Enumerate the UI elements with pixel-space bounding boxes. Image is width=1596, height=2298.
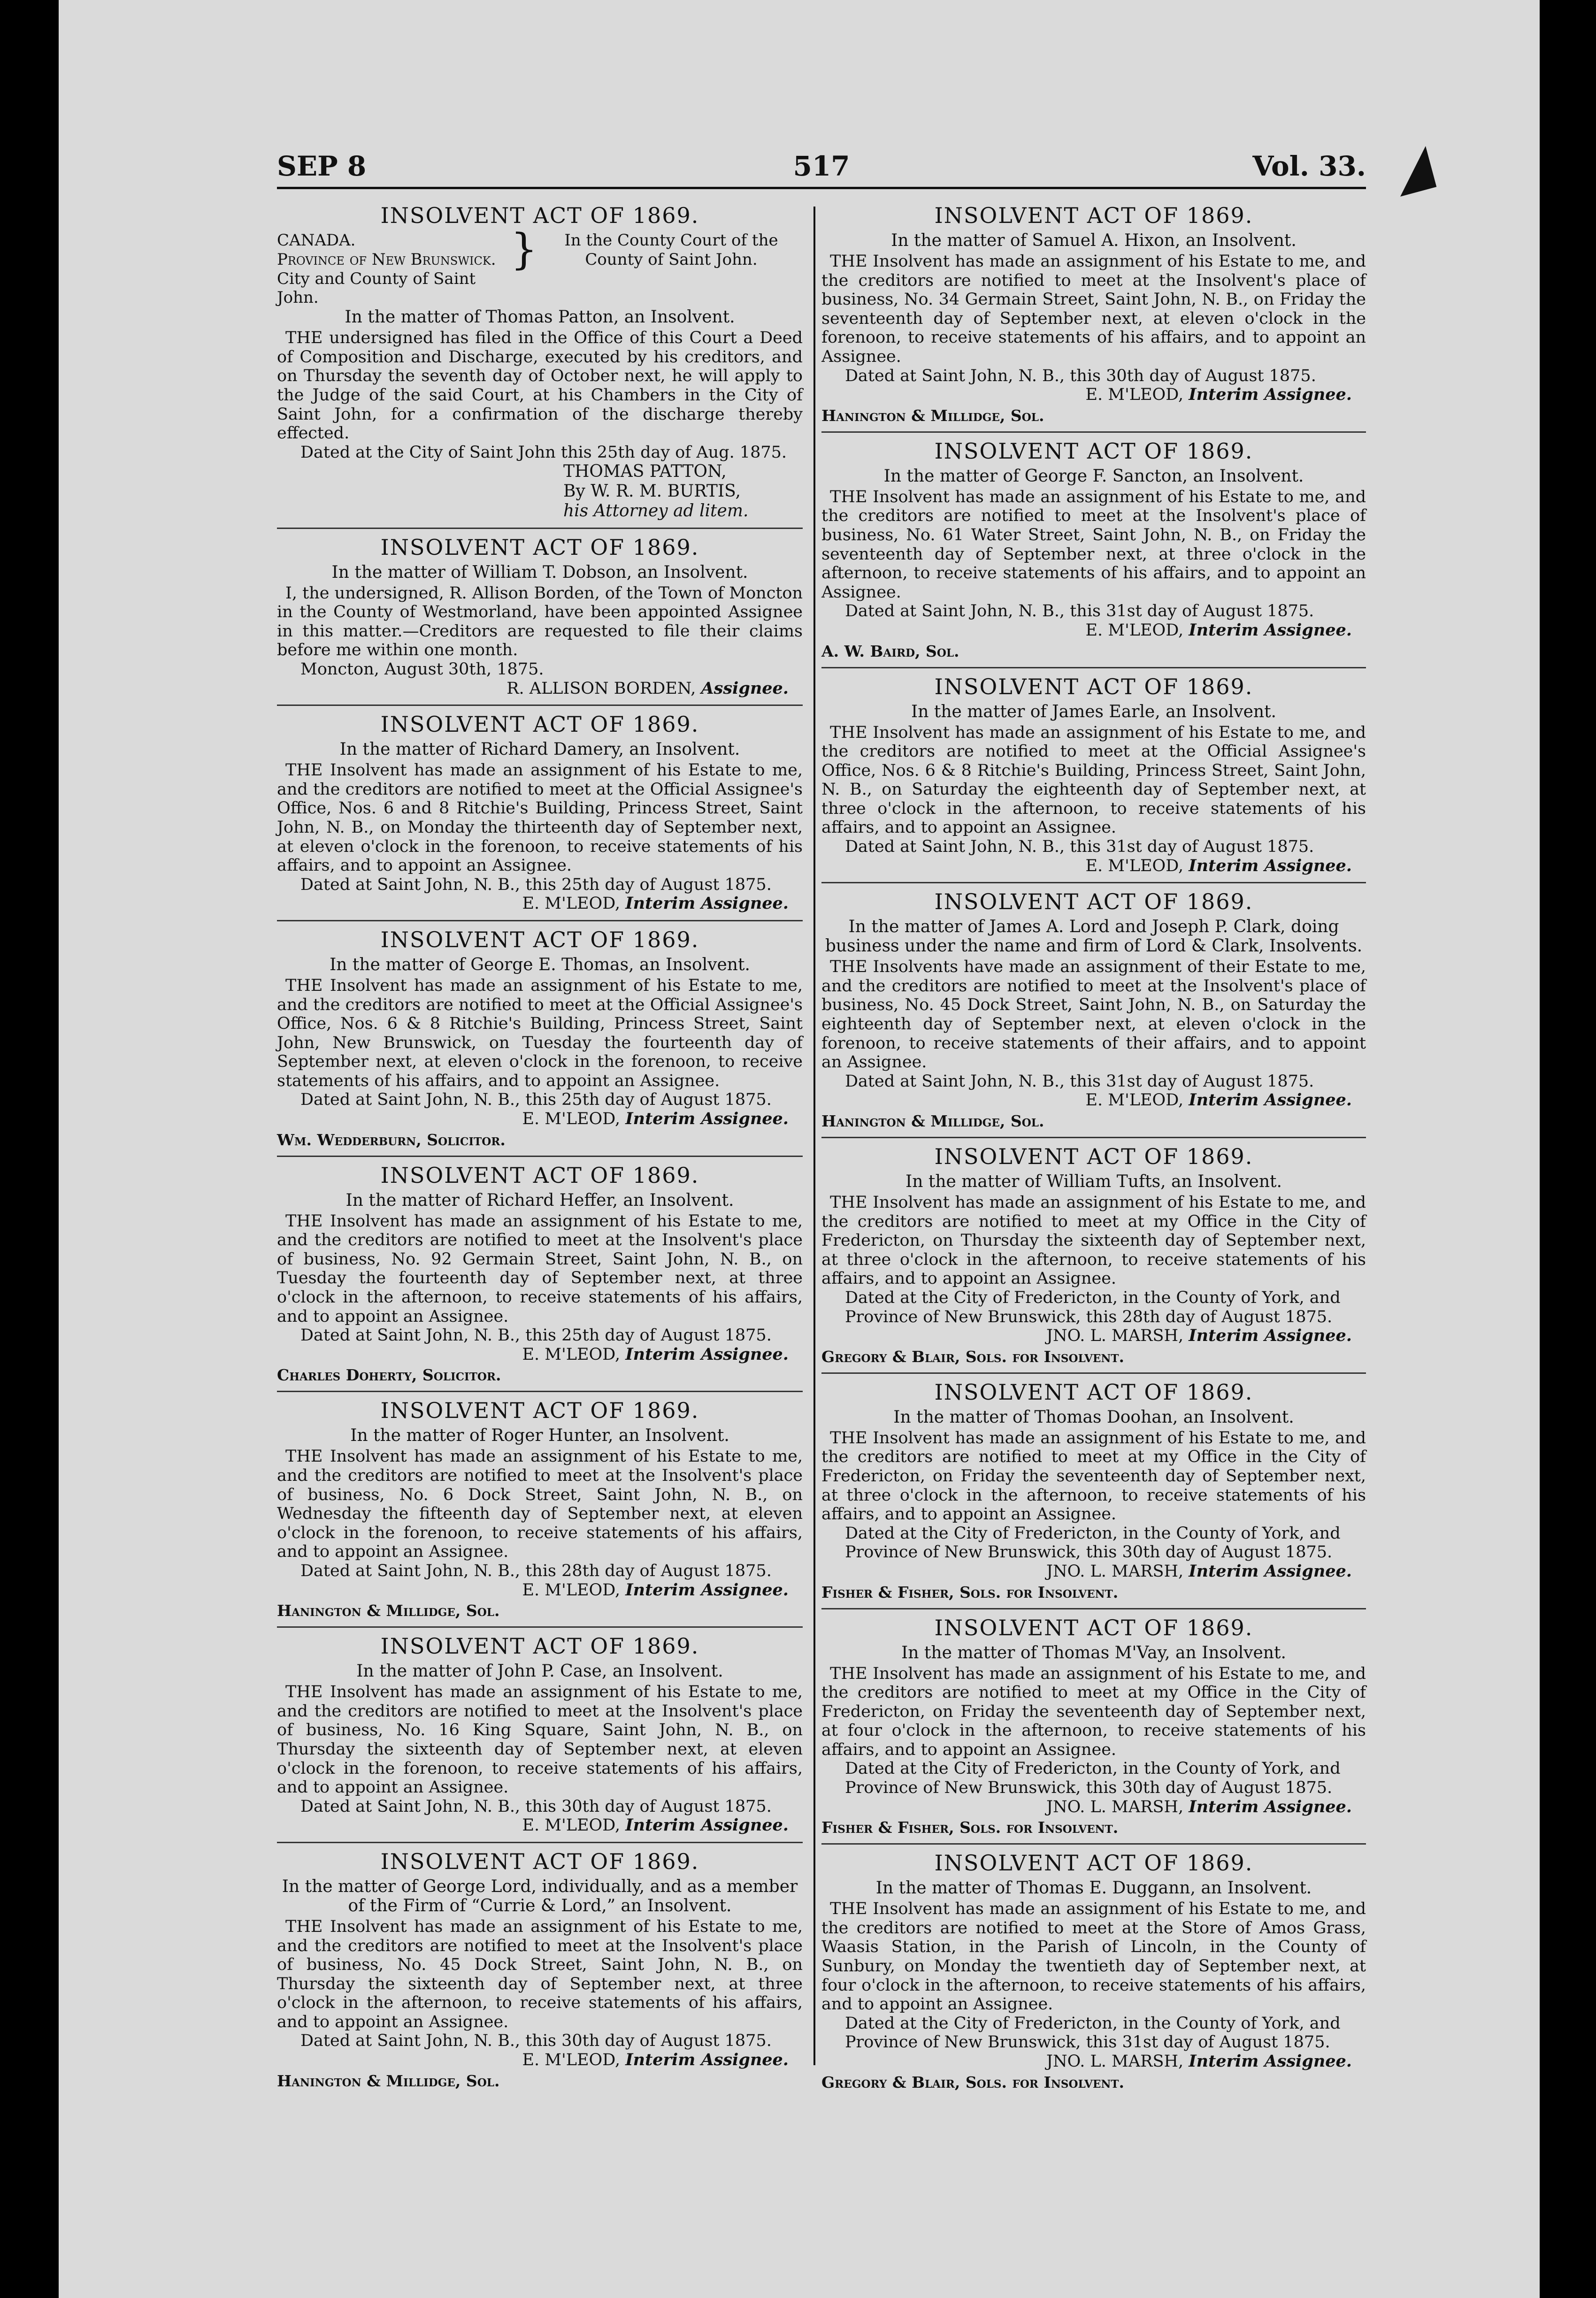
notice-signature bbox=[821, 385, 1366, 405]
notice-title: INSOLVENT ACT OF 1869. bbox=[380, 1848, 699, 1874]
notice-dated: Dated at Saint John, N. B., this 31st day of August 1875. bbox=[845, 837, 1314, 857]
caption-line: City and County of Saint John. bbox=[277, 269, 476, 307]
caption-line: Province of New Brunswick. bbox=[277, 250, 496, 269]
notice-title: INSOLVENT ACT OF 1869. bbox=[934, 203, 1253, 228]
notice-signature bbox=[277, 2051, 803, 2070]
notice-solicitor: Hanington & Millidge, Sol. bbox=[821, 1112, 1044, 1130]
signer-role: Interim Assignee. bbox=[625, 1815, 789, 1835]
notice-solicitor: Fisher & Fisher, Sols. for Insolvent. bbox=[821, 1818, 1119, 1837]
notice-title: INSOLVENT ACT OF 1869. bbox=[380, 534, 699, 560]
notice-dated: Dated at Saint John, N. B., this 30th day of August 1875. bbox=[300, 1797, 772, 1816]
signer-role: Interim Assignee. bbox=[1189, 1326, 1352, 1346]
notice-body: THE Insolvent has made an assignment of his Estate to me, and the creditors are notified to meet at the Insolvent's place of business, No. 34 Germain Street, Saint John, N. B., on Friday the seventeenth day of September next, at eleven o'clock in the forenoon, to receive statements of his affairs, and to appoint an Assignee. bbox=[821, 252, 1366, 366]
notice-matter: In the matter of Samuel A. Hixon, an Insolvent. bbox=[891, 231, 1297, 250]
notice-matter: In the matter of Roger Hunter, an Insolvent. bbox=[350, 1426, 729, 1446]
signer-name: E. M'LEOD, bbox=[1085, 620, 1184, 640]
signer-name: E. M'LEOD, bbox=[522, 1345, 621, 1364]
signer-role: Interim Assignee. bbox=[1189, 1090, 1352, 1110]
insolvency-notice bbox=[821, 1374, 1366, 1609]
caption-court bbox=[540, 231, 803, 307]
signer-name: JNO. L. MARSH, bbox=[1046, 1326, 1184, 1346]
signer-name: JNO. L. MARSH, bbox=[1046, 1797, 1184, 1816]
notice-matter: In the matter of James Earle, an Insolvent. bbox=[911, 702, 1276, 721]
insolvency-notice bbox=[821, 197, 1366, 433]
insolvency-notice bbox=[821, 1845, 1366, 2098]
notice-matter: In the matter of William Tufts, an Insolvent. bbox=[905, 1172, 1282, 1191]
notice-body: THE Insolvent has made an assignment of his Estate to me, and the creditors are notified to meet at my Office in the City of Fredericton, on Friday the seventeenth day of September next, at three o'clock in the afternoon, to receive statements of his affairs, and to appoint an Assignee. bbox=[821, 1428, 1366, 1524]
notice-matter: In the matter of James A. Lord and Joseph P. Clark, doing business under the name and firm of Lord & Clark, Insolvents. bbox=[825, 917, 1363, 956]
header-volume: Vol. 33. bbox=[1252, 150, 1366, 182]
notice-dated: Dated at Saint John, N. B., this 25th day of August 1875. bbox=[300, 1326, 772, 1345]
notice-solicitor: Fisher & Fisher, Sols. for Insolvent. bbox=[821, 1583, 1119, 1601]
notice-title: INSOLVENT ACT OF 1869. bbox=[380, 712, 699, 737]
notice-body: THE Insolvent has made an assignment of his Estate to me, and the creditors are notified to meet at the Insolvent's place of business, No. 16 King Square, Saint John, N. B., on Thursday the sixteenth day of September next, at eleven o'clock in the forenoon, to receive statements of his affairs, and to appoint an Assignee. bbox=[277, 1683, 803, 1797]
notice-matter: In the matter of George F. Sancton, an Insolvent. bbox=[883, 466, 1304, 486]
signer-name: JNO. L. MARSH, bbox=[1046, 1562, 1184, 1581]
signature-line: his Attorney ad litem. bbox=[563, 501, 749, 521]
notice-dated: Dated at the City of Fredericton, in the County of York, and Province of New Brunswick, this 28th day of August 1875. bbox=[845, 1288, 1341, 1326]
notice-title: INSOLVENT ACT OF 1869. bbox=[380, 1633, 699, 1659]
notice-dated: Dated at Saint John, N. B., this 30th day of August 1875. bbox=[845, 366, 1316, 385]
insolvency-notice bbox=[821, 433, 1366, 668]
signer-role: Interim Assignee. bbox=[625, 1580, 789, 1600]
insolvency-notice bbox=[821, 1138, 1366, 1374]
signer-role: Interim Assignee. bbox=[1189, 620, 1352, 640]
signer-role: Interim Assignee. bbox=[625, 894, 789, 913]
column-divider bbox=[813, 207, 815, 2065]
signer-name: E. M'LEOD, bbox=[522, 1816, 621, 1835]
notice-body: THE Insolvent has made an assignment of his Estate to me, and the creditors are notified to meet at the Official Assignee's Office, Nos. 6 & 8 Ritchie's Building, Princess Street, Saint John, N. B., on Saturday the eighteenth day of September next, at three o'clock in the afternoon, to receive statements of his affairs, and to appoint an Assignee. bbox=[821, 723, 1366, 837]
insolvency-notice bbox=[277, 706, 803, 921]
insolvency-notice bbox=[821, 1609, 1366, 1845]
notice-solicitor: A. W. Baird, Sol. bbox=[821, 642, 959, 660]
signer-role: Interim Assignee. bbox=[625, 1344, 789, 1364]
insolvency-notice bbox=[277, 1392, 803, 1628]
notice-body: THE Insolvent has made an assignment of his Estate to me, and the creditors are notified to meet at the Insolvent's place of business, No. 6 Dock Street, Saint John, N. B., on Wednesday the fifteenth day of September next, at eleven o'clock in the forenoon, to receive statements of his affairs, and to appoint an Assignee. bbox=[277, 1447, 803, 1562]
right-column bbox=[821, 197, 1366, 2098]
left-column bbox=[277, 197, 803, 2097]
notice-dated: Moncton, August 30th, 1875. bbox=[300, 659, 544, 679]
notice-matter: In the matter of George E. Thomas, an Insolvent. bbox=[330, 955, 750, 974]
notice-matter: In the matter of Thomas Patton, an Insolvent. bbox=[345, 307, 735, 327]
signer-name: R. ALLISON BORDEN, bbox=[506, 679, 696, 698]
caption-brace: } bbox=[510, 225, 538, 274]
notice-body: THE undersigned has filed in the Office of this Court a Deed of Composition and Discharge, executed by his creditors, and on Thursday the seventh day of October next, he will apply to the Judge of the said Court, at his Chambers in the City of Saint John, for a confirmation of the discharge thereby effected. bbox=[277, 329, 803, 443]
notice-title: INSOLVENT ACT OF 1869. bbox=[380, 927, 699, 952]
notice-solicitor: Hanington & Millidge, Sol. bbox=[821, 406, 1044, 425]
notice-signature bbox=[277, 894, 803, 913]
notice-dated: Dated at the City of Fredericton, in the County of York, and Province of New Brunswick, this 30th day of August 1875. bbox=[845, 1524, 1341, 1562]
insolvency-notice bbox=[277, 1843, 803, 2097]
insolvency-notice bbox=[277, 1628, 803, 1843]
notice-solicitor: Gregory & Blair, Sols. for Insolvent. bbox=[821, 1347, 1125, 1366]
notice-solicitor: Hanington & Millidge, Sol. bbox=[277, 1601, 500, 1620]
notice-signature bbox=[821, 1798, 1366, 1817]
signer-name: E. M'LEOD, bbox=[1085, 856, 1184, 875]
notice-dated: Dated at the City of Fredericton, in the County of York, and Province of New Brunswick, this 30th day of August 1875. bbox=[845, 1759, 1341, 1798]
notice-title: INSOLVENT ACT OF 1869. bbox=[934, 438, 1253, 464]
signer-role: Interim Assignee. bbox=[625, 1109, 789, 1129]
court-caption bbox=[277, 225, 803, 307]
notice-signature bbox=[277, 1816, 803, 1835]
notice-signature bbox=[821, 1326, 1366, 1346]
notice-dated: Dated at Saint John, N. B., this 31st day of August 1875. bbox=[845, 602, 1314, 621]
header-date: SEP 8 bbox=[277, 150, 367, 182]
notice-signature bbox=[821, 1562, 1366, 1581]
insolvency-notice bbox=[277, 197, 803, 529]
signer-role: Assignee. bbox=[701, 678, 789, 698]
header-rule bbox=[277, 187, 1366, 189]
signer-name: E. M'LEOD, bbox=[522, 894, 621, 913]
notice-solicitor: Charles Doherty, Solicitor. bbox=[277, 1366, 501, 1385]
notice-title: INSOLVENT ACT OF 1869. bbox=[934, 1850, 1253, 1876]
caption-jurisdiction bbox=[277, 231, 508, 307]
notice-title: INSOLVENT ACT OF 1869. bbox=[934, 1379, 1253, 1405]
caption-line: CANADA. bbox=[277, 231, 356, 250]
notice-body: THE Insolvents have made an assignment of their Estate to me, and the creditors are notified to meet at the Insolvent's place of business, No. 45 Dock Street, Saint John, N. B., on Saturday the eighteenth day of September next, at eleven o'clock in the forenoon, to receive statements of their affairs, and to appoint an Assignee. bbox=[821, 958, 1366, 1072]
insolvency-notice bbox=[277, 529, 803, 706]
signer-name: E. M'LEOD, bbox=[522, 1580, 621, 1600]
notice-solicitor: Gregory & Blair, Sols. for Insolvent. bbox=[821, 2073, 1125, 2091]
signature-line: THOMAS PATTON, bbox=[563, 462, 727, 482]
notice-title: INSOLVENT ACT OF 1869. bbox=[934, 1144, 1253, 1169]
signer-name: E. M'LEOD, bbox=[522, 1110, 621, 1129]
notice-matter: In the matter of Richard Heffer, an Insolvent. bbox=[345, 1190, 734, 1210]
notice-signature bbox=[821, 1091, 1366, 1110]
notice-signature bbox=[821, 621, 1366, 640]
notice-matter: In the matter of William T. Dobson, an Insolvent. bbox=[331, 562, 748, 582]
insolvency-notice bbox=[821, 668, 1366, 884]
caption-line: In the County Court of the bbox=[564, 231, 778, 250]
notice-body: THE Insolvent has made an assignment of his Estate to me, and the creditors are notified to meet at the Insolvent's place of business, No. 61 Water Street, Saint John, N. B., on Friday the seventeenth day of September next, at three o'clock in the afternoon, to receive statements of his affairs, and to appoint an Assignee. bbox=[821, 487, 1366, 602]
insolvency-notice bbox=[821, 883, 1366, 1138]
signer-name: JNO. L. MARSH, bbox=[1046, 2052, 1184, 2071]
insolvency-notice bbox=[277, 921, 803, 1157]
notice-body: THE Insolvent has made an assignment of his Estate to me, and the creditors are notified to meet at my Office in the City of Fredericton, on Friday the seventeenth day of September next, at four o'clock in the afternoon, to receive statements of his affairs, and to appoint an Assignee. bbox=[821, 1664, 1366, 1759]
notice-signature bbox=[277, 1345, 803, 1364]
signer-name: E. M'LEOD, bbox=[522, 2051, 621, 2070]
notice-signature bbox=[277, 679, 803, 698]
signer-role: Interim Assignee. bbox=[1189, 385, 1352, 405]
notice-signature bbox=[821, 857, 1366, 876]
notice-matter: In the matter of Richard Damery, an Insolvent. bbox=[339, 740, 740, 759]
insolvency-notice bbox=[277, 1157, 803, 1393]
notice-title: INSOLVENT ACT OF 1869. bbox=[380, 1398, 699, 1424]
notice-title: INSOLVENT ACT OF 1869. bbox=[380, 203, 699, 228]
notice-dated: Dated at Saint John, N. B., this 25th day of August 1875. bbox=[300, 1090, 772, 1110]
notice-body: THE Insolvent has made an assignment of his Estate to me, and the creditors are notified to meet at the Official Assignee's Office, Nos. 6 & 8 Ritchie's Building, Princess Street, Saint John, New Brunswick, on Tuesday the fourteenth day of September next, at eleven o'clock in the forenoon, to receive statements of his affairs, and to appoint an Assignee. bbox=[277, 976, 803, 1090]
notice-signature bbox=[821, 2052, 1366, 2071]
notice-dated: Dated at Saint John, N. B., this 30th day of August 1875. bbox=[300, 2031, 772, 2051]
signer-role: Interim Assignee. bbox=[625, 2050, 789, 2070]
notice-body: THE Insolvent has made an assignment of his Estate to me, and the creditors are notified to meet at my Office in the City of Fredericton, on Thursday the sixteenth day of September next, at three o'clock in the afternoon, to receive statements of his affairs, and to appoint an Assignee. bbox=[821, 1193, 1366, 1288]
signature-line: By W. R. M. BURTIS, bbox=[563, 482, 741, 501]
notice-dated: Dated at the City of Fredericton, in the County of York, and Province of New Brunswick, this 31st day of August 1875. bbox=[845, 2014, 1341, 2052]
notice-title: INSOLVENT ACT OF 1869. bbox=[934, 1615, 1253, 1640]
signer-role: Interim Assignee. bbox=[1189, 856, 1352, 875]
notice-body: THE Insolvent has made an assignment of his Estate to me, and the creditors are notified to meet at the Official Assignee's Office, Nos. 6 and 8 Ritchie's Building, Princess Street, Saint John, N. B., on Monday the thirteenth day of September next, at eleven o'clock in the forenoon, to receive statements of his affairs, and to appoint an Assignee. bbox=[277, 761, 803, 875]
notice-matter: In the matter of Thomas Doohan, an Insolvent. bbox=[893, 1407, 1294, 1427]
notice-body: THE Insolvent has made an assignment of his Estate to me, and the creditors are notified to meet at the Insolvent's place of business, No. 45 Dock Street, Saint John, N. B., on Thursday the sixteenth day of September next, at three o'clock in the afternoon, to receive statements of his affairs, and to appoint an Assignee. bbox=[277, 1917, 803, 2031]
header-page-number: 517 bbox=[793, 150, 850, 182]
notice-title: INSOLVENT ACT OF 1869. bbox=[934, 889, 1253, 915]
notice-title: INSOLVENT ACT OF 1869. bbox=[934, 674, 1253, 699]
page-header bbox=[277, 146, 1366, 188]
notice-dated: Dated at Saint John, N. B., this 28th day of August 1875. bbox=[300, 1561, 772, 1580]
notice-matter: In the matter of John P. Case, an Insolvent. bbox=[356, 1662, 723, 1681]
notice-matter: In the matter of Thomas E. Duggann, an Insolvent. bbox=[875, 1878, 1312, 1898]
notice-dated: Dated at Saint John, N. B., this 25th day of August 1875. bbox=[300, 875, 772, 894]
notice-body: THE Insolvent has made an assignment of his Estate to me, and the creditors are notified to meet at the Insolvent's place of business, No. 92 Germain Street, Saint John, N. B., on Tuesday the fourteenth day of September next, at three o'clock in the afternoon, to receive statements of his affairs, and to appoint an Assignee. bbox=[277, 1211, 803, 1326]
caption-line: County of Saint John. bbox=[585, 250, 758, 269]
signature-block bbox=[277, 462, 803, 521]
notice-matter: In the matter of George Lord, individually, and as a member of the Firm of “Currie & Lord,” an Insolvent. bbox=[282, 1877, 798, 1915]
notice-title: INSOLVENT ACT OF 1869. bbox=[380, 1162, 699, 1188]
notice-matter: In the matter of Thomas M'Vay, an Insolvent. bbox=[901, 1643, 1286, 1662]
notice-dated: Dated at Saint John, N. B., this 31st day of August 1875. bbox=[845, 1072, 1314, 1091]
notice-signature bbox=[277, 1581, 803, 1600]
signer-role: Interim Assignee. bbox=[1189, 2052, 1352, 2071]
signer-role: Interim Assignee. bbox=[1189, 1561, 1352, 1581]
notice-solicitor: Hanington & Millidge, Sol. bbox=[277, 2071, 500, 2090]
signer-name: E. M'LEOD, bbox=[1085, 1091, 1184, 1110]
notice-body: THE Insolvent has made an assignment of his Estate to me, and the creditors are notified to meet at the Store of Amos Grass, Waasis Station, in the Parish of Lincoln, in the County of Sunbury, on Monday the twentieth day of September next, at four o'clock in the afternoon, to receive statements of his affairs, and to appoint an Assignee. bbox=[821, 1900, 1366, 2014]
notice-body: I, the undersigned, R. Allison Borden, of the Town of Moncton in the County of Westmorland, have been appointed Assignee in this matter.—Creditors are requested to file their claims before me within one month. bbox=[277, 583, 803, 660]
notice-signature bbox=[277, 1110, 803, 1129]
signer-role: Interim Assignee. bbox=[1189, 1797, 1352, 1816]
notice-solicitor: Wm. Wedderburn, Solicitor. bbox=[277, 1130, 506, 1149]
signer-name: E. M'LEOD, bbox=[1085, 385, 1184, 405]
notice-dated: Dated at the City of Saint John this 25th day of Aug. 1875. bbox=[300, 443, 787, 462]
